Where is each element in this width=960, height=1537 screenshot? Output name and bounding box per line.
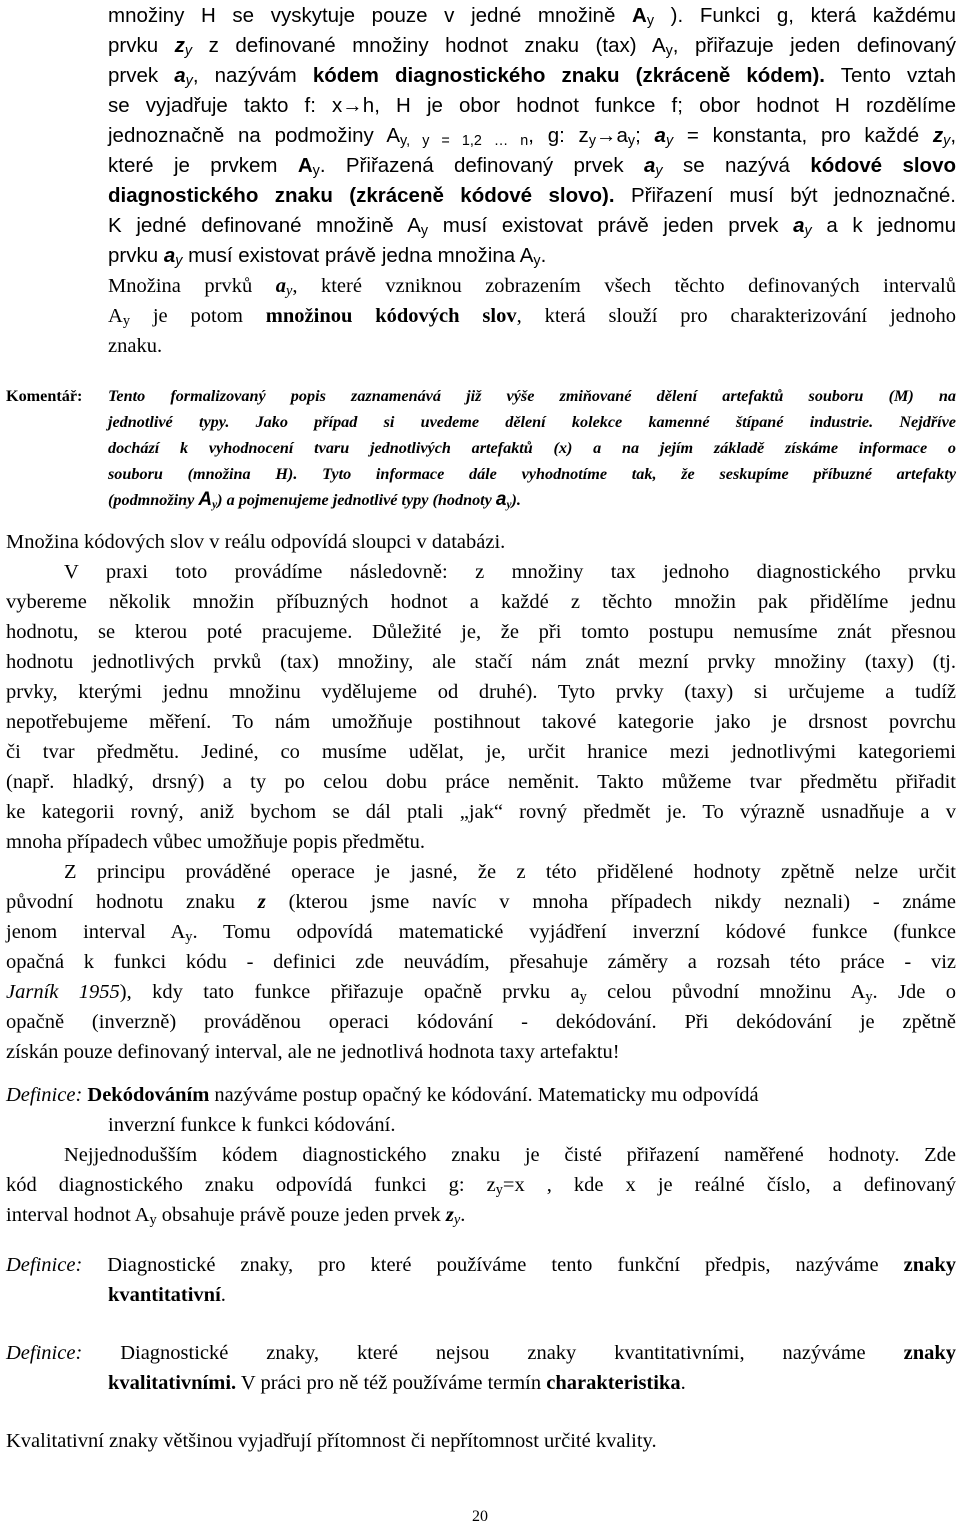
comment-label: Komentář: bbox=[6, 387, 83, 405]
text-line: které je prvkem $A_y$. Přiřazená definovaný prvek $a_y$ se nazývá kódové slovo bbox=[108, 154, 956, 179]
text-line: inverzní funkce k funkci kódování. bbox=[108, 1114, 396, 1136]
text-line: opačně (inverzně) prováděnou operaci kódování - dekódování. Při dekódování je zpětně bbox=[6, 1011, 956, 1033]
text-line: Definice: Diagnostické znaky, pro které používáme tento funkční předpis, nazýváme znaky bbox=[6, 1254, 956, 1276]
page-number: 20 bbox=[472, 1508, 488, 1525]
text-line: Z principu prováděné operace je jasné, že z této přidělené hodnoty zpětně nelze určit bbox=[64, 861, 956, 883]
text-line: prvek $a_y$, nazývám kódem diagnostického znaku (zkráceně kódem). Tento vztah bbox=[108, 64, 956, 89]
text-line: mnoha případech vůbec umožňuje popis předmětu. bbox=[6, 831, 425, 853]
text-line: původní hodnotu znaku z (kterou jsme navíc v mnoha případech nikdy neznali) - známe bbox=[6, 891, 957, 913]
comment-line: Tento formalizovaný popis zaznamenává již výše zmiňované dělení artefaktů souboru (M) na bbox=[108, 387, 956, 405]
text-line: jednoznačně na podmožiny $A_{y, y = 1,2 \dots n}$, g: $z_y\to a_y$; $a_y$ = konstanta, pro každé $z_y$, bbox=[108, 124, 957, 149]
text-line: prvku $z_y$ z definované množiny hodnot znaku (tax) $A_y$, přiřazuje jeden definovaný bbox=[108, 34, 957, 59]
text-line: K jedné definované množině $A_y$ musí existovat právě jeden prvek $a_y$ a k jednomu bbox=[108, 214, 956, 239]
text-line: se vyjadřuje takto f: x→h, H je obor hodnot funkce f; obor hodnot H rozdělíme bbox=[108, 94, 956, 117]
text-line: získán pouze definovaný interval, ale ne jednotlivá hodnota taxy artefaktu! bbox=[6, 1041, 620, 1063]
text-line: V praxi toto provádíme následovně: z množiny tax jednoho diagnostického prvku bbox=[64, 561, 956, 583]
comment-line: (podmnožiny $A_y$) a pojmenujeme jednotlivé typy (hodnoty $a_y$). bbox=[108, 489, 521, 511]
text-line: nepotřebujeme měření. To nám umožňuje postihnout takové kategorie jako je drsnost povrchu bbox=[6, 711, 956, 733]
definition-label: Definice: Dekódováním nazýváme postup opačný ke kódování. Matematicky mu odpovídá bbox=[6, 1084, 759, 1106]
comment-line: dochází k vyhodnocení tvaru jednotlivých artefaktů (x) a na jejím základě získáme informace o bbox=[108, 439, 956, 457]
text-line: jenom interval $A_y$. Tomu odpovídá matematické vyjádření inverzní kódové funkce (funkce bbox=[6, 921, 956, 945]
text-line: či tvar předmětu. Jediné, co musíme udělat, je, určit hranice mezi jednotlivými kategoriemi bbox=[6, 741, 956, 763]
text-line: $A_y$ je potom množinou kódových slov, která slouží pro charakterizování jednoho bbox=[108, 305, 956, 329]
text-line: opačná k funkci kódu - definici zde neuvádím, přesahuje záměry a rozsah této práce - viz bbox=[6, 951, 956, 973]
text-line: Nejjednodušším kódem diagnostického znaku je čisté přiřazení naměřené hodnoty. Zde bbox=[64, 1144, 956, 1166]
text-line: ke kategorii rovný, aniž bychom se dál ptali „jak“ rovný předmět je. To výrazně usnadňuje a v bbox=[6, 801, 956, 823]
text-line: Definice: Diagnostické znaky, které nejsou znaky kvantitativními, nazýváme znaky bbox=[6, 1342, 956, 1364]
text-line: prvku $a_y$ musí existovat právě jedna množina $A_y$. bbox=[108, 244, 547, 269]
paragraph: Množina kódových slov v reálu odpovídá sloupci v databázi. bbox=[6, 531, 506, 553]
comment-line: jednotlivé typy. Jako případ si uvedeme dělení kolekce kamenné štípané industrie. Nejdříve bbox=[108, 413, 956, 431]
text-line: vybereme několik množin příbuzných hodnot a každé z těchto množin pak přidělíme jednu bbox=[6, 591, 956, 613]
text-line: interval hodnot $A_y$ obsahuje právě pouze jeden prvek $z_y$. bbox=[6, 1204, 466, 1228]
text-line: diagnostického znaku (zkráceně kódové slovo). Přiřazení musí být jednoznačné. bbox=[108, 184, 956, 207]
text-line: kvalitativními. V práci pro ně též používáme termín charakteristika. bbox=[108, 1372, 686, 1394]
text-line: kód diagnostického znaku odpovídá funkci g: $z_y=x$ , kde x je reálné číslo, a definovaný bbox=[6, 1174, 956, 1198]
text-line: prvky, kterými jednu množinu vydělujeme od druhé). Tyto prvky (taxy) si určujeme a tudíž bbox=[6, 681, 956, 703]
text-line: množiny H se vyskytuje pouze v jedné množině $A_y$ ). Funkci g, která každému bbox=[108, 4, 956, 29]
paragraph: Kvalitativní znaky většinou vyjadřují přítomnost či nepřítomnost určité kvality. bbox=[6, 1430, 657, 1452]
comment-line: souboru (množina H). Tyto informace dále vyhodnotíme tak, že seskupíme příbuzné artefakty bbox=[108, 465, 956, 483]
text-line: hodnotu jednotlivých prvků (tax) množiny, ale stačí nám znát mezní prvky množiny (taxy) (tj. bbox=[6, 651, 956, 673]
text-line: Jarník 1955), kdy tato funkce přiřazuje opačně prvku $a_y$ celou původní množinu $A_y$. Jde o bbox=[6, 981, 957, 1005]
text-line: kvantitativní. bbox=[108, 1284, 226, 1306]
text-line: Množina prvků $a_y$, které vzniknou zobrazením všech těchto definovaných intervalů bbox=[108, 275, 957, 299]
text-line: znaku. bbox=[108, 335, 163, 357]
text-line: (např. hladký, drsný) a ty po celou dobu práce neměnit. Takto můžeme tvar předmětu přiřadit bbox=[6, 771, 956, 793]
text-line: hodnotu, se kterou poté pracujeme. Důležité je, že při tomto postupu nemusíme znát přesnou bbox=[6, 621, 956, 643]
